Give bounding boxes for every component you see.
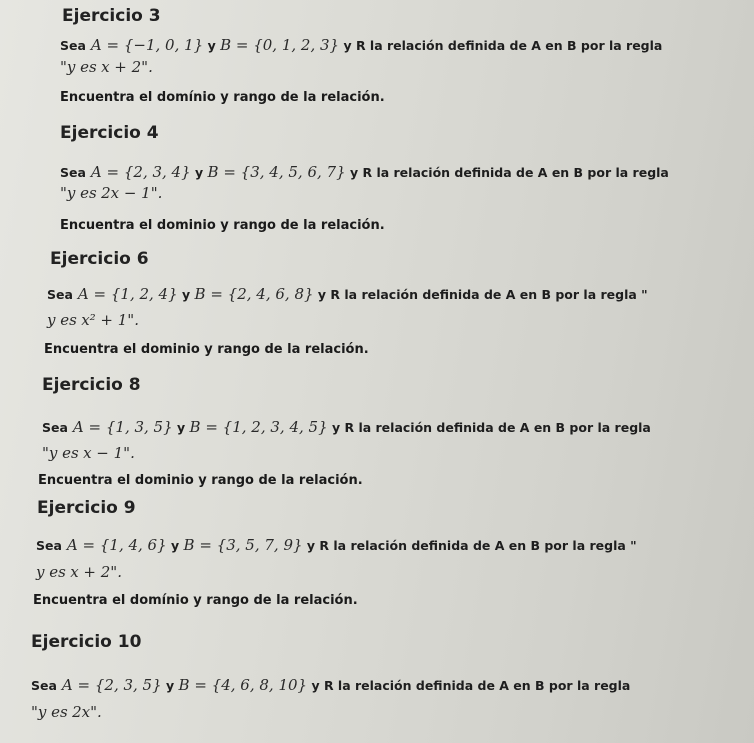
rule-prefix: y es — [47, 311, 77, 329]
set-a: A = {1, 4, 6} — [66, 536, 167, 554]
cropped-text-fragment — [250, 736, 400, 743]
rule-prefix: "y es — [60, 184, 97, 202]
exercise-3-question: Encuentra el domínio y rango de la relación. — [60, 90, 385, 105]
set-a: A = {−1, 0, 1} — [90, 36, 204, 54]
sea-word: Sea — [60, 38, 86, 53]
y-word: y — [182, 287, 191, 302]
rule: x + 2". — [101, 58, 153, 76]
rule: x − 1". — [83, 444, 135, 462]
set-b: B = {2, 4, 6, 8} — [194, 285, 314, 303]
rule-prefix: "y es — [42, 444, 79, 462]
relation-text: y R la relación definida de A en B por la regla — [311, 678, 631, 693]
rule: x² + 1". — [81, 311, 139, 329]
set-b: B = {3, 4, 5, 6, 7} — [207, 163, 346, 181]
exercise-8-statement — [42, 418, 651, 436]
exercise-6-rule — [47, 311, 139, 329]
exercise-4-title: Ejercicio 4 — [60, 123, 159, 143]
set-a: A = {2, 3, 4} — [90, 163, 191, 181]
exercise-9-statement — [36, 536, 637, 554]
exercise-4-question: Encuentra el dominio y rango de la relación. — [60, 218, 385, 233]
exercise-4-statement — [60, 163, 669, 181]
relation-text: y R la relación definida de A en B por la regla " — [317, 287, 648, 302]
exercise-3-rule — [60, 58, 153, 76]
set-b: B = {3, 5, 7, 9} — [183, 536, 303, 554]
sea-word: Sea — [42, 420, 68, 435]
rule-prefix: y es — [36, 563, 66, 581]
rule: x + 2". — [70, 563, 122, 581]
exercise-8-question: Encuentra el dominio y rango de la relación. — [38, 473, 363, 488]
set-b: B = {1, 2, 3, 4, 5} — [189, 418, 328, 436]
set-a: A = {2, 3, 5} — [61, 676, 162, 694]
exercise-6-question: Encuentra el dominio y rango de la relación. — [44, 342, 369, 357]
exercise-8-rule — [42, 444, 135, 462]
exercise-10-rule — [31, 703, 102, 721]
relation-text: y R la relación definida de A en B por la regla " — [306, 538, 637, 553]
rule: 2x − 1". — [101, 184, 163, 202]
relation-text: y R la relación definida de A en B por la regla — [349, 165, 669, 180]
y-word: y — [171, 538, 180, 553]
exercise-9-rule — [36, 563, 122, 581]
set-a: A = {1, 3, 5} — [72, 418, 173, 436]
relation-text: y R la relación definida de A en B por la regla — [331, 420, 651, 435]
exercise-10-statement — [31, 676, 630, 694]
exercise-6-statement — [47, 285, 648, 303]
exercise-3-statement — [60, 36, 662, 54]
rule: 2x". — [72, 703, 102, 721]
set-b: B = {0, 1, 2, 3} — [220, 36, 340, 54]
sea-word: Sea — [31, 678, 57, 693]
set-a: A = {1, 2, 4} — [77, 285, 178, 303]
exercise-8-title: Ejercicio 8 — [42, 375, 141, 395]
sea-word: Sea — [47, 287, 73, 302]
exercise-10-title: Ejercicio 10 — [31, 632, 142, 652]
y-word: y — [177, 420, 186, 435]
sea-word: Sea — [36, 538, 62, 553]
y-word: y — [166, 678, 175, 693]
exercise-3-title: Ejercicio 3 — [62, 6, 161, 26]
exercise-9-title: Ejercicio 9 — [37, 498, 136, 518]
exercise-6-title: Ejercicio 6 — [50, 249, 149, 269]
rule-prefix: "y es — [60, 58, 97, 76]
exercise-4-rule — [60, 184, 162, 202]
relation-text: y R la relación definida de A en B por la regla — [343, 38, 663, 53]
sea-word: Sea — [60, 165, 86, 180]
set-b: B = {4, 6, 8, 10} — [178, 676, 308, 694]
exercise-9-question: Encuentra el domínio y rango de la relación. — [33, 593, 358, 608]
y-word: y — [207, 38, 216, 53]
y-word: y — [195, 165, 204, 180]
rule-prefix: "y es — [31, 703, 68, 721]
